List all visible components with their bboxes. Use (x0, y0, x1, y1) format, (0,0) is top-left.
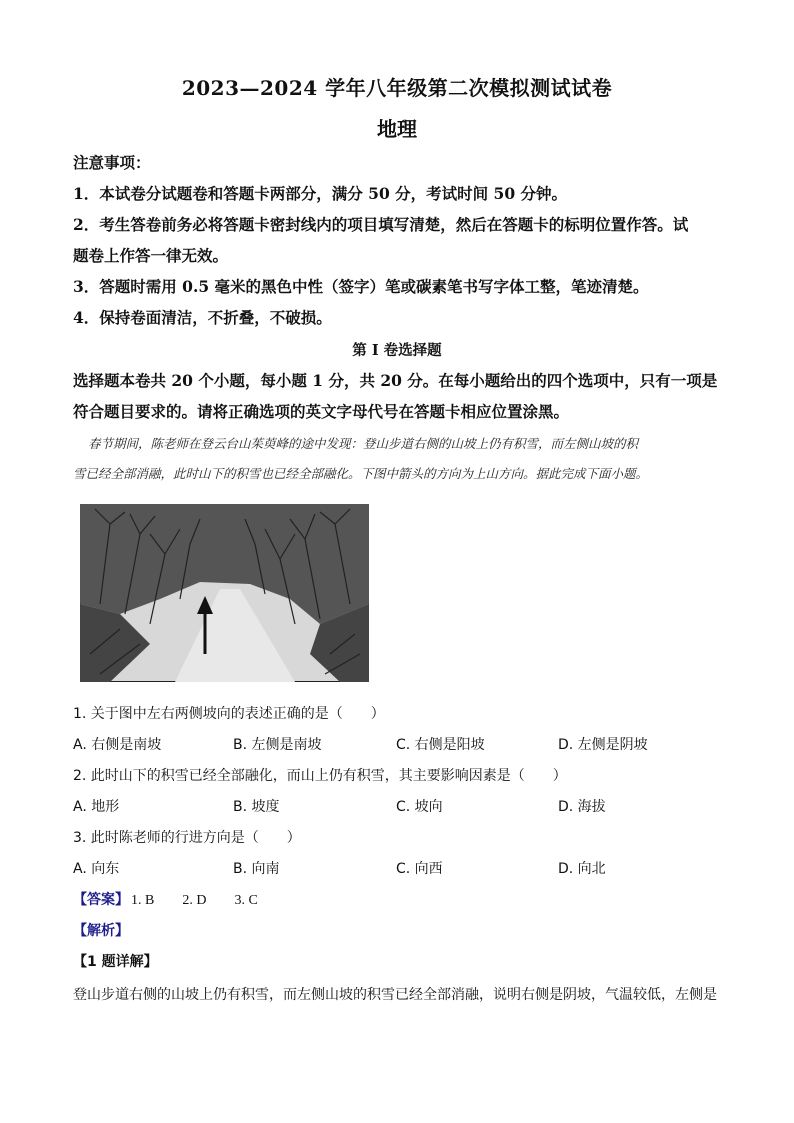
question-2-stem: 2. 此时山下的积雪已经全部融化，而山上仍有积雪，其主要影响因素是（ ） (73, 768, 567, 784)
material-line-1: 春节期间，陈老师在登云台山茱萸峰的途中发现：登山步道右侧的山坡上仍有积雪，而左侧山坡的积 (88, 436, 639, 451)
question-3-option-a[interactable]: A. 向东 (73, 861, 120, 877)
question-1-option-c[interactable]: C. 右侧是阳坡 (396, 737, 485, 753)
question-2-option-a[interactable]: A. 地形 (73, 799, 120, 815)
section-intro-line-1: 选择题本卷共 20 个小题，每小题 1 分，共 20 分。在每小题给出的四个选项中，只有一项是 (73, 371, 718, 390)
note-item-1: 1．本试卷分试题卷和答题卡两部分，满分 50 分，考试时间 50 分钟。 (73, 184, 568, 203)
analysis-label-text: 【解析】 (73, 923, 129, 939)
question-3-option-b[interactable]: B. 向南 (233, 861, 280, 877)
answer-row (73, 889, 258, 909)
answer-values: 1. B 2. D 3. C (131, 893, 258, 908)
note-item-2-line-1: 2．考生答卷前务必将答题卡密封线内的项目填写清楚，然后在答题卡的标明位置作答。试 (73, 215, 689, 234)
question-3-option-c[interactable]: C. 向西 (396, 861, 443, 877)
subject-title: 地理 (377, 117, 417, 141)
analysis-detail-label (73, 951, 158, 971)
mountain-path-photo (80, 504, 369, 682)
material-line-2: 雪已经全部消融，此时山下的积雪也已经全部融化。下图中箭头的方向为上山方向。据此完成下面小题。 (73, 466, 649, 481)
analysis-text: 登山步道右侧的山坡上仍有积雪，而左侧山坡的积雪已经全部消融，说明右侧是阴坡，气温较低，左侧是 (73, 987, 717, 1003)
question-3-stem: 3. 此时陈老师的行进方向是（ ） (73, 830, 301, 846)
question-1-option-a[interactable]: A. 右侧是南坡 (73, 737, 162, 753)
analysis-detail-label-text: 【1 题详解】 (73, 954, 158, 970)
answer-label: 【答案】 (73, 892, 129, 908)
question-2-option-d[interactable]: D. 海拔 (558, 799, 606, 815)
exam-title: 2023—2024 学年八年级第二次模拟测试试卷 (181, 76, 613, 100)
question-1-stem: 1. 关于图中左右两侧坡向的表述正确的是（ ） (73, 706, 385, 722)
note-item-2-line-2: 题卷上作答一律无效。 (73, 246, 229, 265)
note-item-4: 4．保持卷面清洁，不折叠，不破损。 (73, 308, 332, 327)
section-title: 第 I 卷选择题 (352, 342, 442, 359)
question-2-option-b[interactable]: B. 坡度 (233, 799, 280, 815)
note-item-3: 3．答题时需用 0.5 毫米的黑色中性（签字）笔或碳素笔书写字体工整，笔迹清楚。 (73, 277, 649, 296)
question-2-option-c[interactable]: C. 坡向 (396, 799, 443, 815)
question-1-option-d[interactable]: D. 左侧是阴坡 (558, 737, 648, 753)
notes-heading: 注意事项： (73, 153, 151, 172)
analysis-label (73, 920, 129, 940)
section-intro-line-2: 符合题目要求的。请将正确选项的英文字母代号在答题卡相应位置涂黑。 (73, 402, 570, 421)
question-1-option-b[interactable]: B. 左侧是南坡 (233, 737, 322, 753)
question-3-option-d[interactable]: D. 向北 (558, 861, 606, 877)
